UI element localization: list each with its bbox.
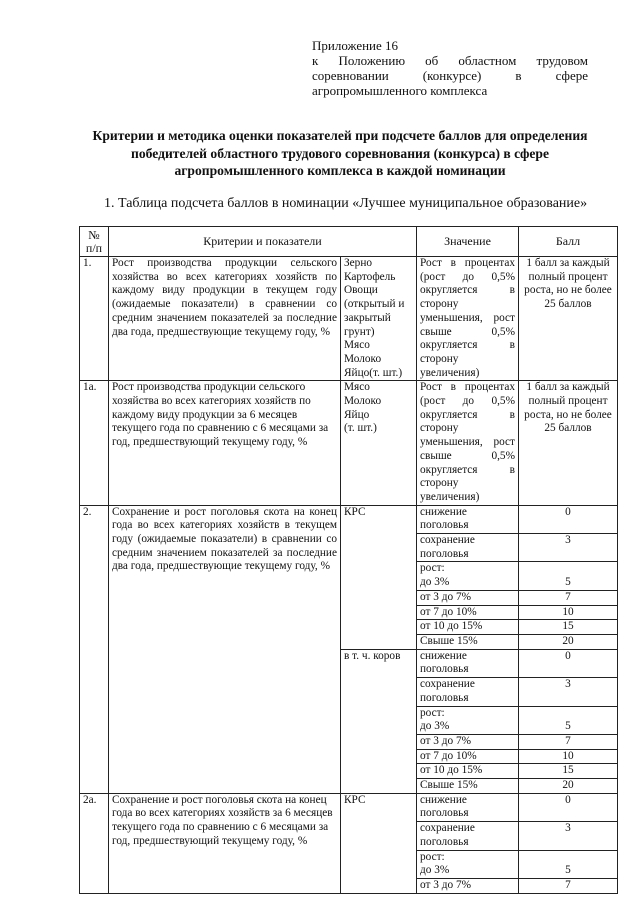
- row-value: от 7 до 10%: [417, 749, 519, 764]
- row-value: от 10 до 15%: [417, 764, 519, 779]
- row-num: 2а.: [80, 793, 109, 893]
- row-criteria: Сохранение и рост поголовья скота на конец года во всех категориях хозяйств в текущем году (ожидаемые показатели) в сравнении со средним значением показателей за последние два года, предшествующие текущему году, %: [109, 505, 341, 793]
- table-row: [80, 257, 618, 381]
- row-value: от 3 до 7%: [417, 590, 519, 605]
- row-score: 3: [519, 678, 618, 706]
- row-value: рост: до 3%: [417, 706, 519, 734]
- row-criteria: Рост производства продукции сельского хозяйства во всех категориях хозяйств по каждому виду продукции за 6 месяцев текущего года по сравнению с 6 месяцами за год, предшествующий текущему году, %: [109, 381, 341, 505]
- title-line: Критерии и методика оценки показателей при подсчете баллов для определения: [92, 128, 588, 143]
- row-value: от 7 до 10%: [417, 605, 519, 620]
- row-score: 5: [519, 562, 618, 590]
- row-value: Свыше 15%: [417, 779, 519, 794]
- row-score: 10: [519, 605, 618, 620]
- row-score: 20: [519, 634, 618, 649]
- row-score: 0: [519, 649, 618, 677]
- row-value: от 3 до 7%: [417, 878, 519, 893]
- table-row: [80, 381, 618, 505]
- row-value: от 10 до 15%: [417, 620, 519, 635]
- row-value: Рост в процентах (рост до 0,5% округляется в сторону уменьшения, рост свыше 0,5% округляется в сторону увеличения): [417, 381, 519, 505]
- row-score: 15: [519, 620, 618, 635]
- scoring-table: [79, 226, 618, 894]
- header-value: Значение: [417, 227, 519, 257]
- document-title: [60, 127, 620, 180]
- row-value: Рост в процентах (рост до 0,5% округляется в сторону уменьшения, рост свыше 0,5% округляется в сторону увеличения): [417, 257, 519, 381]
- row-value: сохранение поголовья: [417, 822, 519, 850]
- row-value: Свыше 15%: [417, 634, 519, 649]
- row-value: сохранение поголовья: [417, 534, 519, 562]
- header-score: Балл: [519, 227, 618, 257]
- row-score: 5: [519, 706, 618, 734]
- title-line: победителей областного трудового соревнования (конкурса) в сфере: [131, 145, 549, 161]
- row-score: 5: [519, 850, 618, 878]
- row-score: 20: [519, 779, 618, 794]
- row-score: 7: [519, 734, 618, 749]
- row-value: снижение поголовья: [417, 505, 519, 533]
- row-num: 1а.: [80, 381, 109, 505]
- row-num: 2.: [80, 505, 109, 793]
- row-value: снижение поголовья: [417, 793, 519, 821]
- row-score: 1 балл за каждый полный процент роста, но не более 25 баллов: [519, 381, 618, 505]
- row-score: 0: [519, 793, 618, 821]
- row-num: 1.: [80, 257, 109, 381]
- section-heading: 1. Таблица подсчета баллов в номинации «Лучшее муниципальное образование»: [104, 196, 588, 211]
- row-criteria: Сохранение и рост поголовья скота на конец года во всех категориях хозяйств за 6 месяцев текущего года по сравнению с 6 месяцами за год, предшествующий текущему году, %: [109, 793, 341, 893]
- row-score: 7: [519, 878, 618, 893]
- appendix-header: [312, 38, 588, 98]
- row-score: 1 балл за каждый полный процент роста, но не более 25 баллов: [519, 257, 618, 381]
- table-subrow: [80, 793, 618, 821]
- row-score: 10: [519, 749, 618, 764]
- appendix-number: Приложение 16: [312, 38, 399, 53]
- appendix-reference: к Положению об областном трудовом: [312, 53, 588, 68]
- header-criteria: Критерии и показатели: [109, 227, 417, 257]
- title-line: агропромышленного комплекса в каждой номинации: [174, 163, 506, 178]
- livestock-category: КРС: [341, 505, 417, 649]
- row-value: от 3 до 7%: [417, 734, 519, 749]
- row-score: 7: [519, 590, 618, 605]
- row-criteria: Рост производства продукции сельского хозяйства во всех категориях хозяйств по каждому виду продукции в текущем году (ожидаемые показатели) в сравнении со средним значением показателей за последние два года, предшествующие текущему году, %: [109, 257, 341, 381]
- appendix-reference: соревновании (конкурсе) в сфере: [312, 68, 588, 83]
- row-value: снижение поголовья: [417, 649, 519, 677]
- livestock-category: в т. ч. коров: [341, 649, 417, 793]
- header-num: № п/п: [80, 227, 109, 257]
- row-score: 0: [519, 505, 618, 533]
- row-score: 3: [519, 822, 618, 850]
- row-score: 15: [519, 764, 618, 779]
- appendix-reference: агропромышленного комплекса: [312, 83, 488, 98]
- table-subrow: [80, 505, 618, 533]
- livestock-category: КРС: [341, 793, 417, 893]
- row-products: Мясо Молоко Яйцо (т. шт.): [341, 381, 417, 505]
- row-score: 3: [519, 534, 618, 562]
- row-value: рост: до 3%: [417, 850, 519, 878]
- row-value: сохранение поголовья: [417, 678, 519, 706]
- row-products: Зерно Картофель Овощи (открытый и закрытый грунт) Мясо Молоко Яйцо(т. шт.): [341, 257, 417, 381]
- row-value: рост: до 3%: [417, 562, 519, 590]
- table-header-row: [80, 227, 618, 257]
